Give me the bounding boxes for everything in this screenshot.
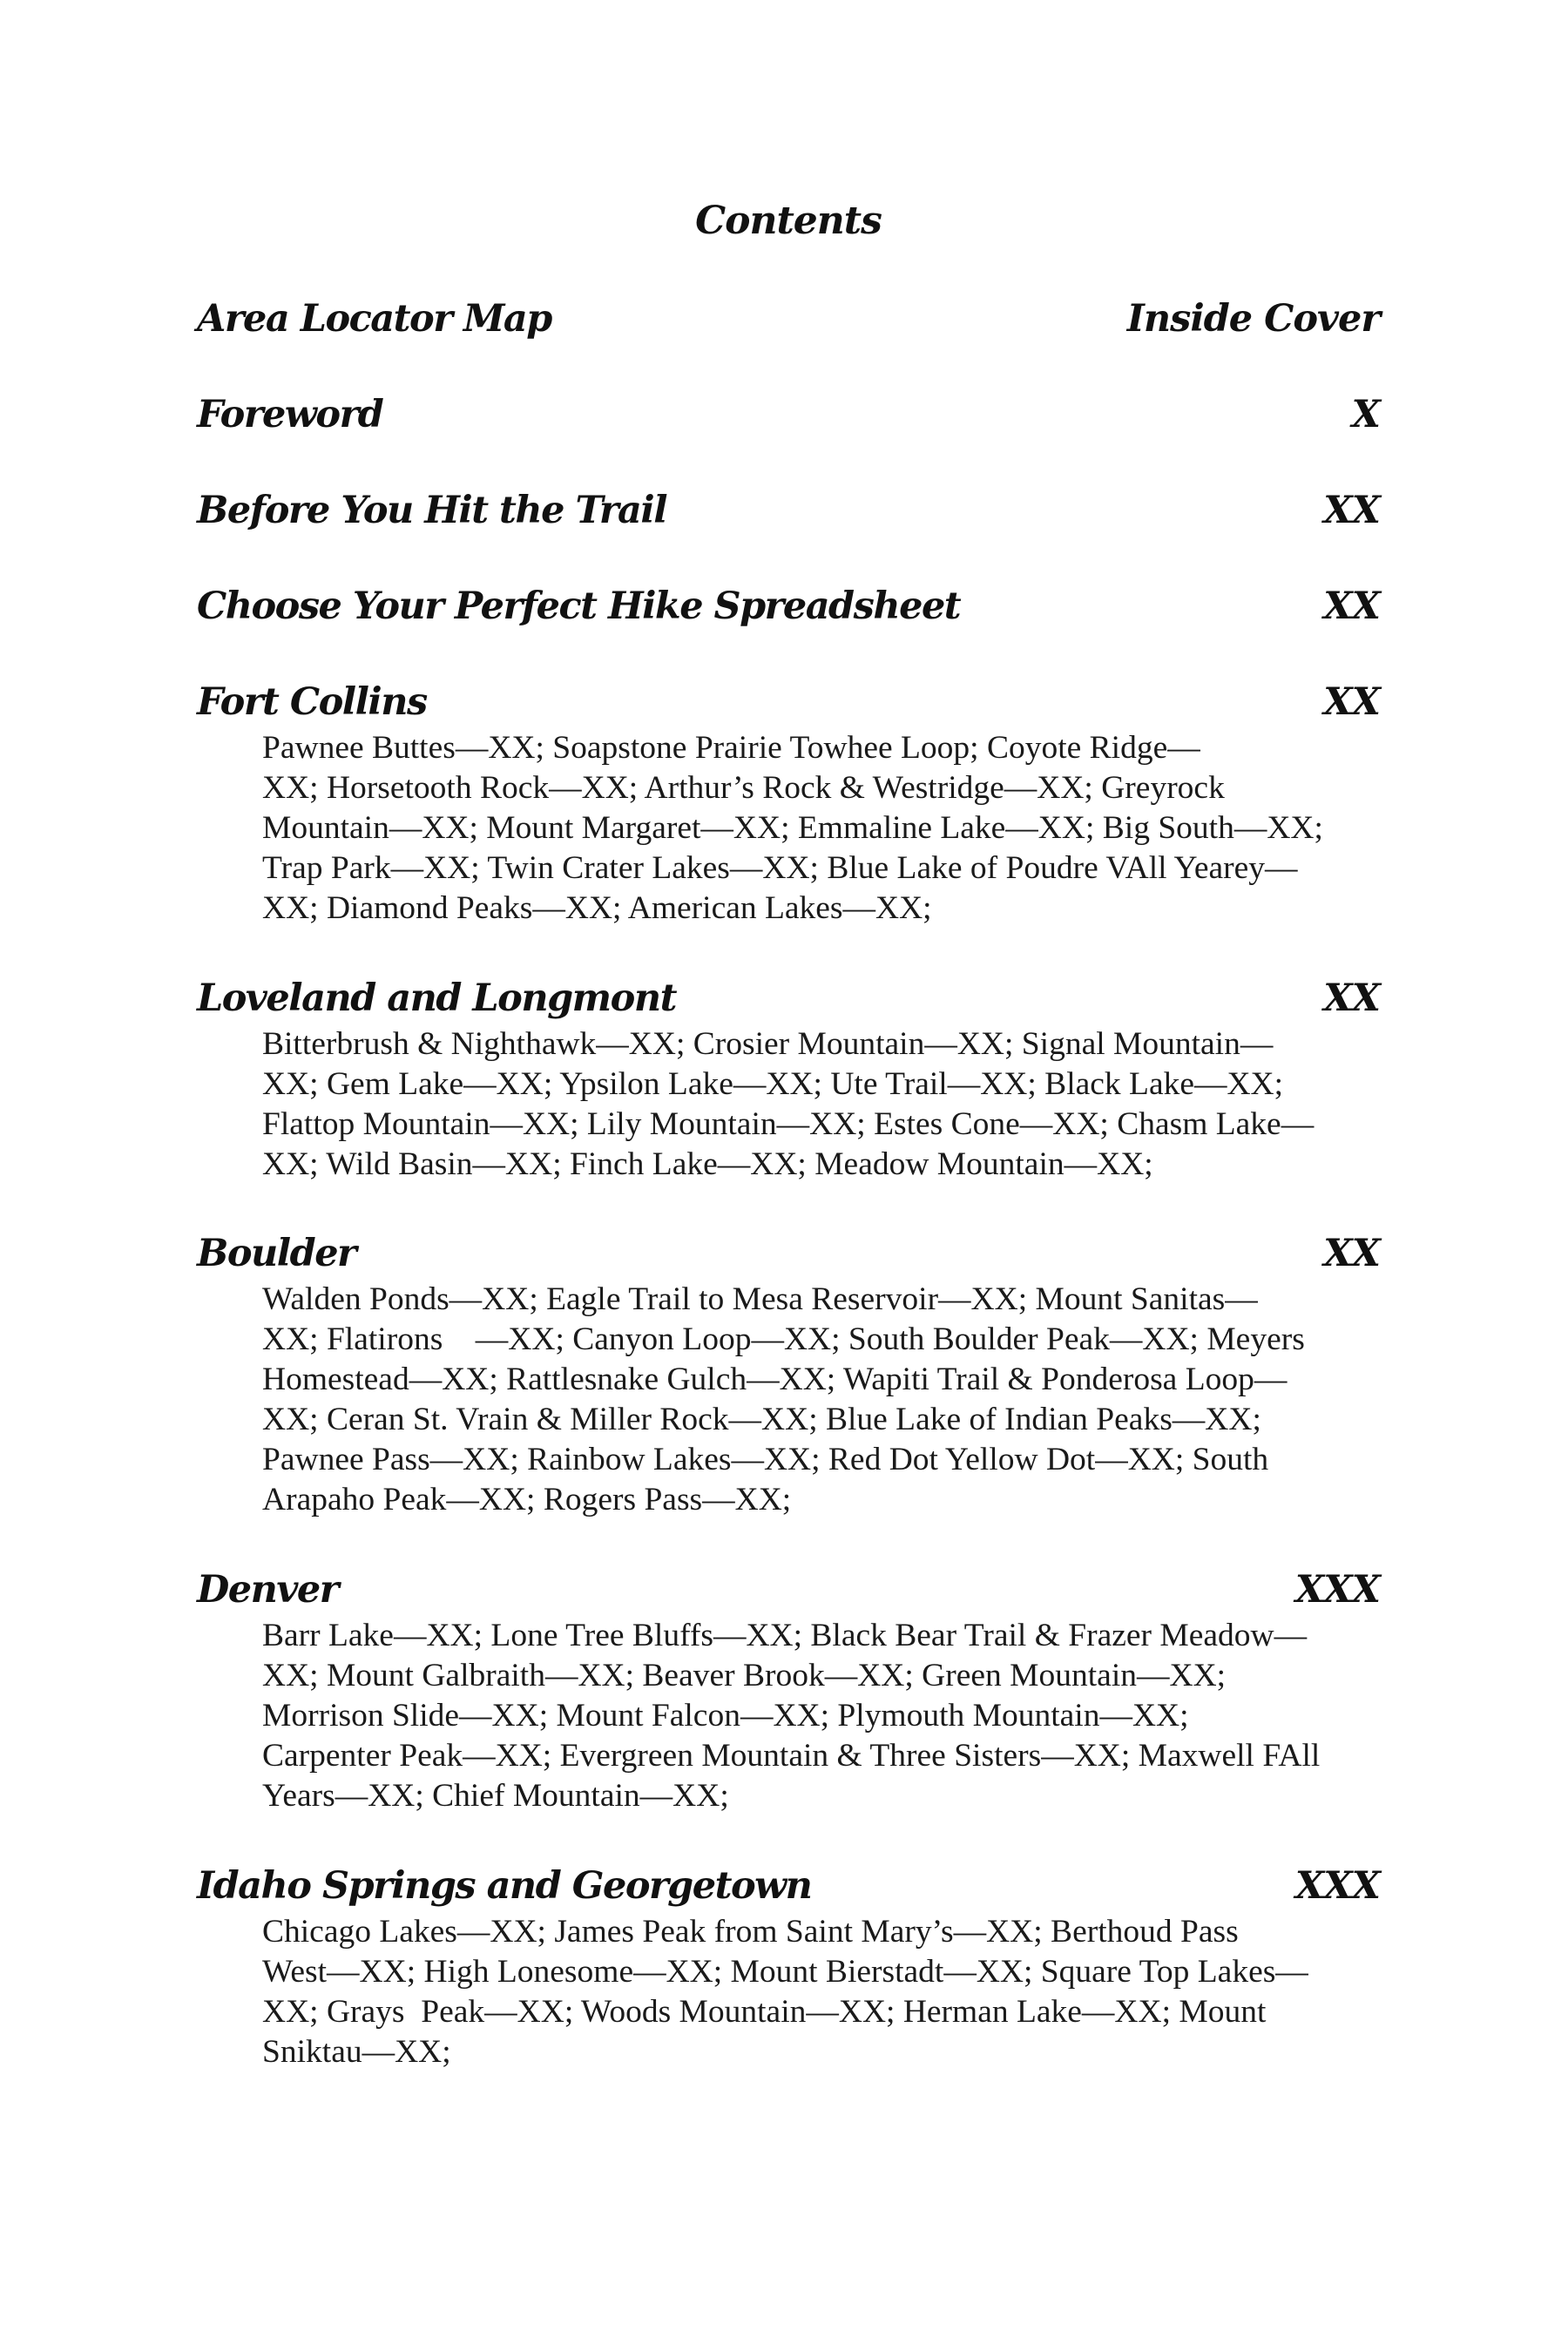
hike-list-line: Carpenter Peak—XX; Evergreen Mountain & Three Sisters—XX; Maxwell FAll bbox=[262, 1738, 1321, 1774]
toc-entry-area-locator-map bbox=[197, 297, 1380, 349]
toc-entry-page: Inside Cover bbox=[1126, 297, 1380, 341]
toc-section-hike-list bbox=[262, 1280, 1308, 1520]
toc-section-hike-list bbox=[262, 1912, 1308, 2072]
toc-section-boulder bbox=[197, 1232, 1380, 1284]
toc-section-hike-list bbox=[262, 728, 1323, 929]
page-title: Contents bbox=[695, 199, 882, 243]
toc-entry-page: X bbox=[1351, 393, 1380, 436]
hike-list-line: Pawnee Buttes—XX; Soapstone Prairie Towhee Loop; Coyote Ridge— bbox=[262, 730, 1200, 766]
toc-entry-before-you-hit-the-trail bbox=[197, 489, 1380, 541]
toc-section-title: Loveland and Longmont bbox=[197, 977, 676, 1020]
toc-section-page: XXX bbox=[1294, 1568, 1380, 1612]
toc-section-title: Boulder bbox=[197, 1232, 356, 1275]
toc-entry-title: Area Locator Map bbox=[197, 297, 551, 341]
hike-list-line: Years—XX; Chief Mountain—XX; bbox=[262, 1778, 729, 1814]
hike-list-line: XX; Mount Galbraith—XX; Beaver Brook—XX; Green Mountain—XX; bbox=[262, 1658, 1227, 1693]
toc-entry-title: Choose Your Perfect Hike Spreadsheet bbox=[197, 585, 961, 628]
toc-section-idaho-springs-and-georgetown bbox=[197, 1864, 1380, 1916]
toc-entry-page: XX bbox=[1323, 585, 1380, 628]
toc-section-page: XX bbox=[1323, 1232, 1380, 1275]
hike-list-line: Barr Lake—XX; Lone Tree Bluffs—XX; Black Bear Trail & Frazer Meadow— bbox=[262, 1618, 1308, 1653]
hike-list-line: XX; Gem Lake—XX; Ypsilon Lake—XX; Ute Trail—XX; Black Lake—XX; bbox=[262, 1066, 1284, 1102]
toc-section-title: Fort Collins bbox=[197, 680, 427, 724]
hike-list-line: Arapaho Peak—XX; Rogers Pass—XX; bbox=[262, 1482, 792, 1517]
toc-entry-title: Before You Hit the Trail bbox=[197, 489, 667, 532]
hike-list-line: Chicago Lakes—XX; James Peak from Saint Mary’s—XX; Berthoud Pass bbox=[262, 1914, 1239, 1950]
toc-section-title: Denver bbox=[197, 1568, 338, 1612]
hike-list-line: XX; Grays Peak—XX; Woods Mountain—XX; Herman Lake—XX; Mount bbox=[262, 1994, 1267, 2030]
toc-entry-title: Foreword bbox=[197, 393, 383, 436]
hike-list-line: XX; Horsetooth Rock—XX; Arthur’s Rock & Westridge—XX; Greyrock bbox=[262, 770, 1225, 806]
toc-section-hike-list bbox=[262, 1024, 1315, 1185]
toc-section-page: XX bbox=[1323, 680, 1380, 724]
hike-list-line: Homestead—XX; Rattlesnake Gulch—XX; Wapiti Trail & Ponderosa Loop— bbox=[262, 1362, 1288, 1397]
hike-list-line: Bitterbrush & Nighthawk—XX; Crosier Mountain—XX; Signal Mountain— bbox=[262, 1026, 1274, 1062]
toc-section-title: Idaho Springs and Georgetown bbox=[197, 1864, 812, 1908]
hike-list-line: XX; Ceran St. Vrain & Miller Rock—XX; Blue Lake of Indian Peaks—XX; bbox=[262, 1402, 1261, 1437]
toc-section-loveland-and-longmont bbox=[197, 977, 1380, 1029]
hike-list-line: Morrison Slide—XX; Mount Falcon—XX; Plymouth Mountain—XX; bbox=[262, 1698, 1189, 1734]
hike-list-line: Flattop Mountain—XX; Lily Mountain—XX; Estes Cone—XX; Chasm Lake— bbox=[262, 1106, 1315, 1142]
hike-list-line: Walden Ponds—XX; Eagle Trail to Mesa Reservoir—XX; Mount Sanitas— bbox=[262, 1281, 1258, 1317]
toc-entry-page: XX bbox=[1323, 489, 1380, 532]
hike-list-line: XX; Flatirons —XX; Canyon Loop—XX; South Boulder Peak—XX; Meyers bbox=[262, 1321, 1305, 1357]
toc-entry-choose-your-perfect-hike bbox=[197, 585, 1380, 637]
hike-list-line: XX; Diamond Peaks—XX; American Lakes—XX; bbox=[262, 890, 932, 926]
hike-list-line: West—XX; High Lonesome—XX; Mount Bierstadt—XX; Square Top Lakes— bbox=[262, 1954, 1308, 1990]
toc-section-fort-collins bbox=[197, 680, 1380, 733]
hike-list-line: Pawnee Pass—XX; Rainbow Lakes—XX; Red Dot Yellow Dot—XX; South bbox=[262, 1442, 1269, 1477]
toc-section-denver bbox=[197, 1568, 1380, 1620]
hike-list-line: Trap Park—XX; Twin Crater Lakes—XX; Blue Lake of Poudre VAll Yearey— bbox=[262, 850, 1298, 886]
hike-list-line: XX; Wild Basin—XX; Finch Lake—XX; Meadow Mountain—XX; bbox=[262, 1146, 1153, 1182]
hike-list-line: Sniktau—XX; bbox=[262, 2034, 451, 2070]
hike-list-line: Mountain—XX; Mount Margaret—XX; Emmaline Lake—XX; Big South—XX; bbox=[262, 810, 1323, 846]
toc-section-hike-list bbox=[262, 1616, 1321, 1816]
toc-section-page: XX bbox=[1323, 977, 1380, 1020]
toc-section-page: XXX bbox=[1294, 1864, 1380, 1908]
toc-entry-foreword bbox=[197, 393, 1380, 445]
